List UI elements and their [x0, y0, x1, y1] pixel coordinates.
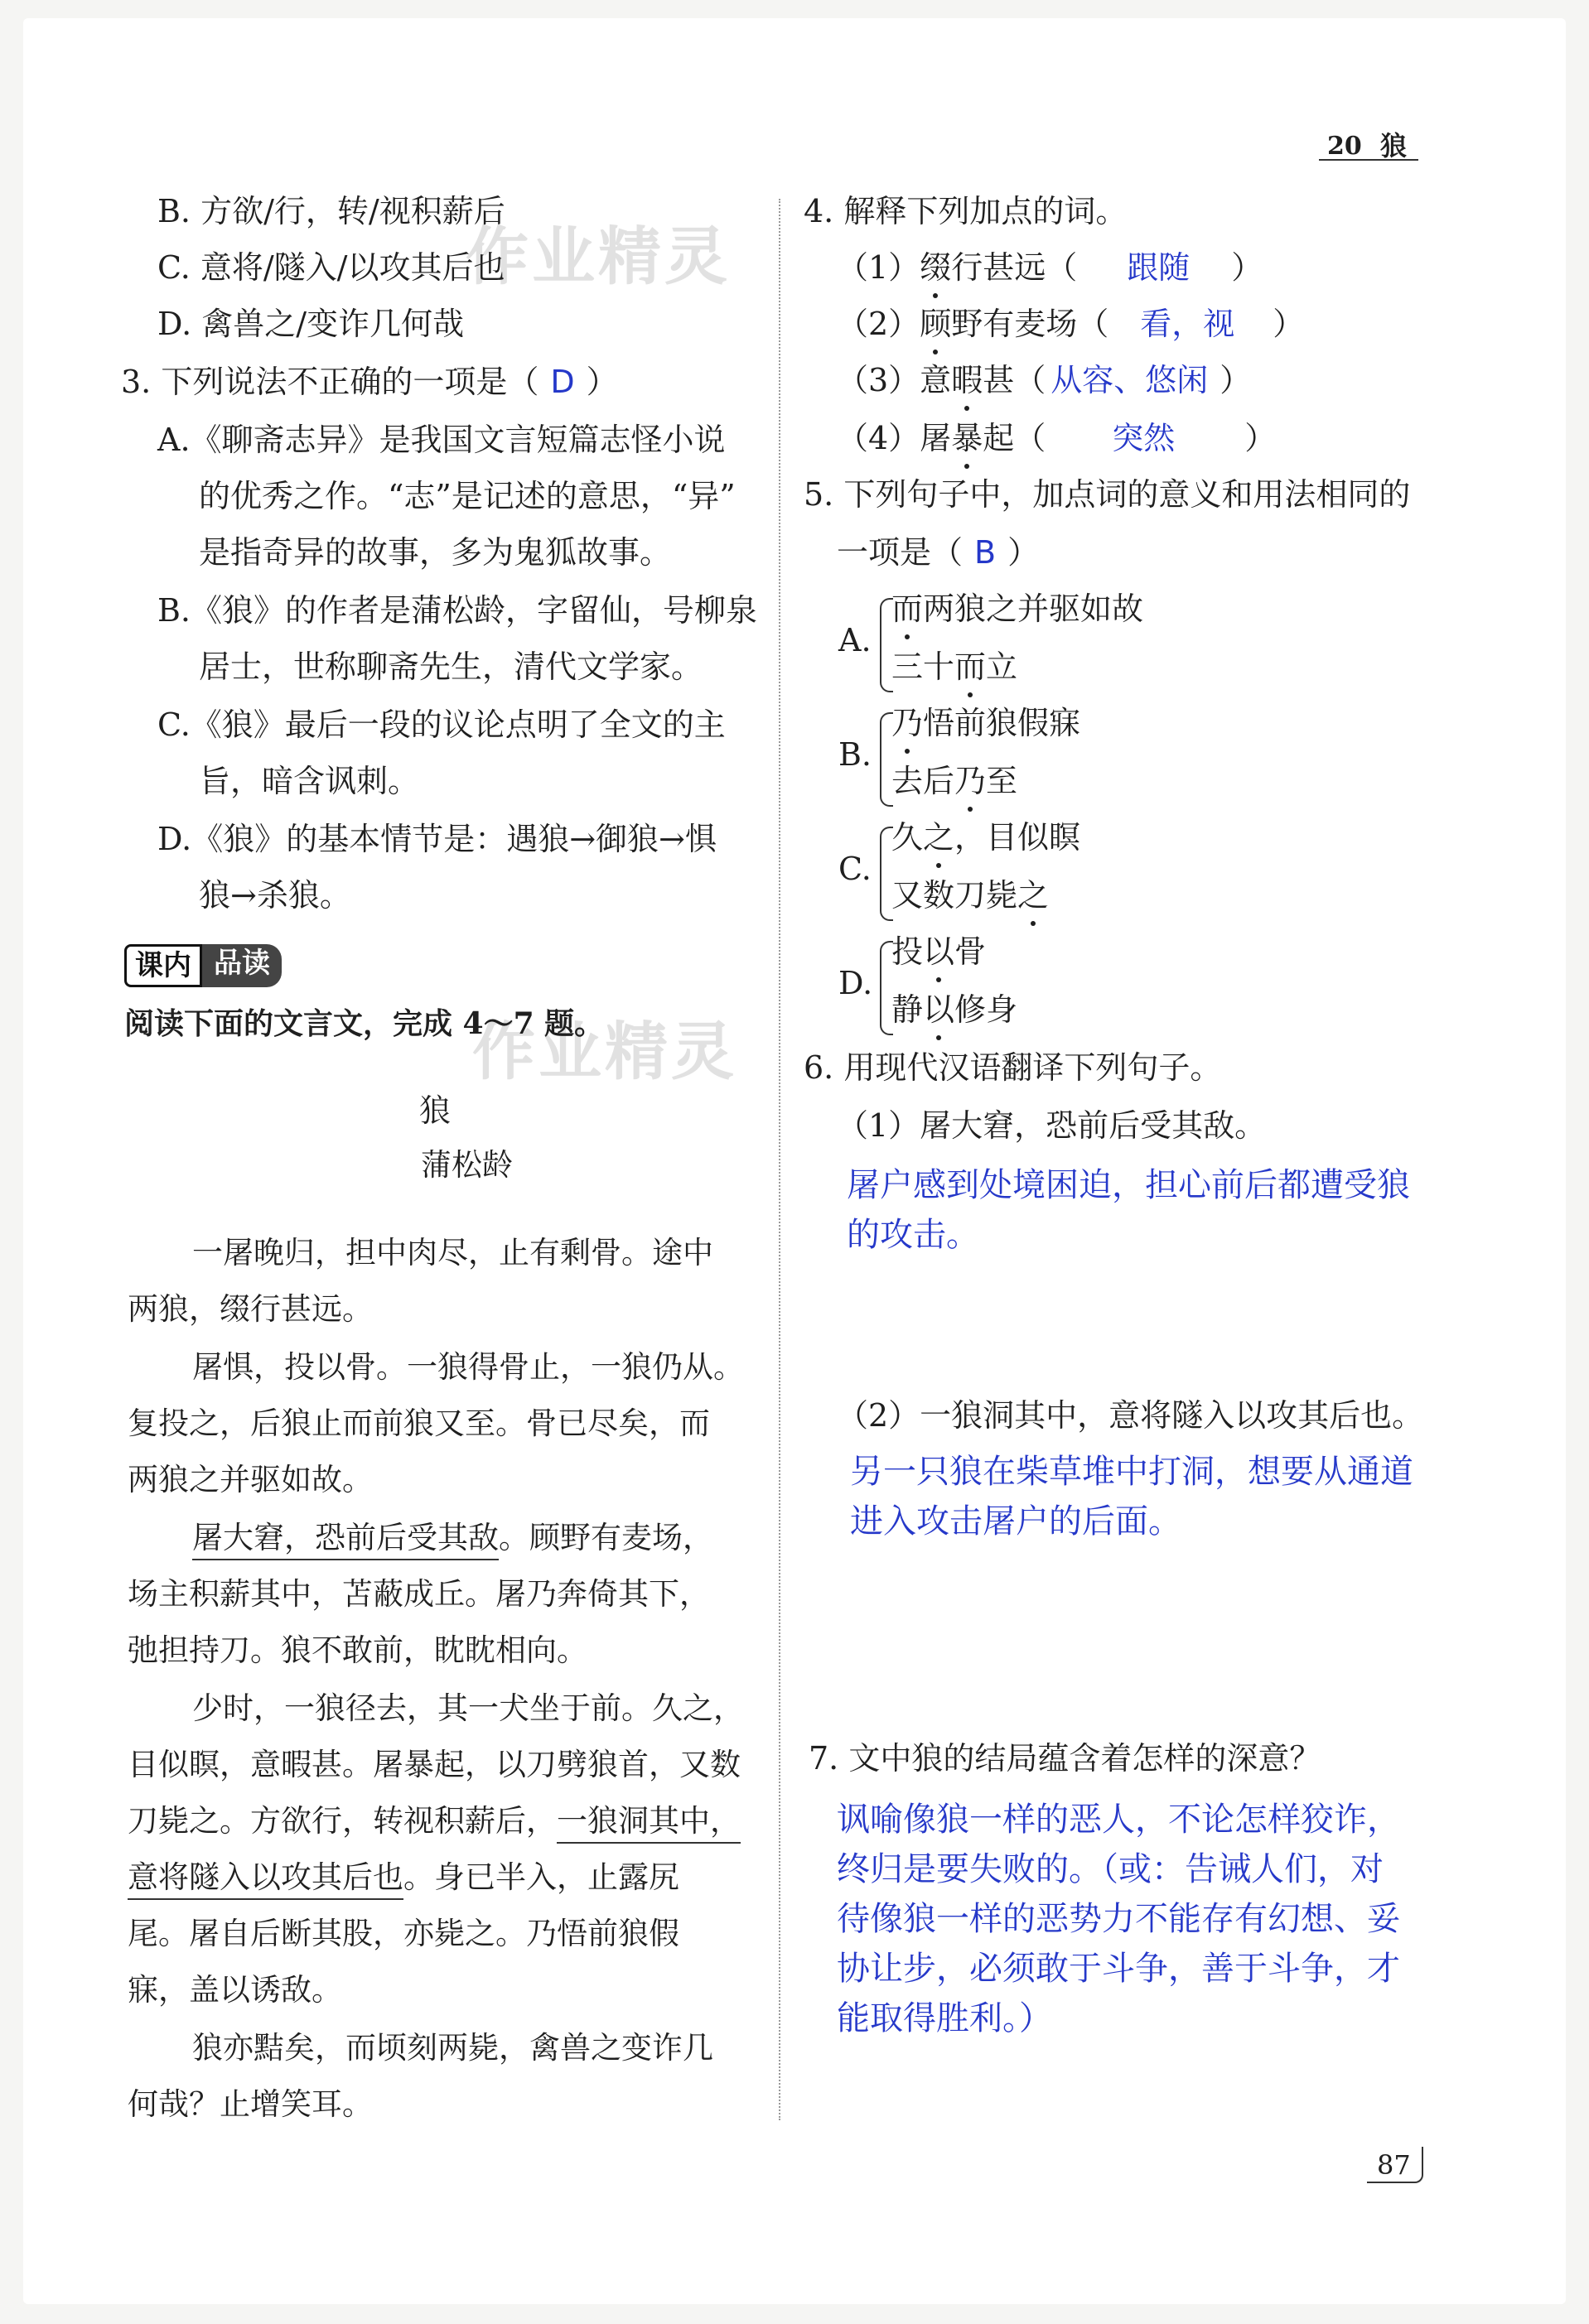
q4-item-3-num: （3）意	[837, 362, 952, 398]
lesson-title: 狼	[1380, 130, 1408, 162]
passage-p4-line1: 少时，一狼径去，其一犬坐于前。久之，	[192, 1690, 744, 1726]
q3-option-d-line2: 狼→杀狼。	[199, 877, 351, 914]
q4-item-1-end: ）	[1231, 249, 1263, 286]
dotted-word: 乃	[954, 762, 986, 802]
section-tag-right: 品读	[202, 944, 282, 987]
q3-option-a-line3: 是指奇异的故事，多为鬼狐故事。	[199, 534, 672, 571]
q3-option-c-line2: 旨，暗含讽刺。	[199, 763, 420, 799]
q4-item-4	[837, 419, 1276, 459]
q3-option-a-line2: 的优秀之作。“志”是记述的意思，“异”	[199, 478, 736, 514]
q5-a2-rest: 立	[986, 649, 1018, 685]
q6-answer-2-line1: 另一只狼在柴草堆中打洞，想要从通道	[850, 1453, 1413, 1491]
page-number: 87	[1377, 2149, 1411, 2181]
passage-p2-line1: 屠惧，投以骨。一狼得骨止，一狼仍从。	[192, 1349, 744, 1385]
q4-item-3	[837, 361, 1251, 401]
q4-item-2-end: ）	[1273, 306, 1305, 342]
q2-option-c: C. 意将/隧入/以攻其后也	[157, 249, 505, 286]
q6-sentence-2: （2）一狼洞其中，意将隧入以攻其后也。	[837, 1397, 1424, 1434]
q4-item-4-num: （4）屠	[837, 420, 952, 456]
q5-stem-line2	[837, 533, 1039, 573]
dotted-word: 以	[923, 933, 954, 972]
q6-stem: 6. 用现代汉语翻译下列句子。	[804, 1049, 1222, 1086]
q5-stem-line1: 5. 下列句子中，加点词的意义和用法相同的	[804, 476, 1411, 513]
q5-d2-pre: 静	[891, 991, 924, 1028]
passage-p1-line1: 一屠晚归，担中肉尽，止有剩骨。途中	[192, 1235, 713, 1270]
q3-answer: D	[550, 364, 575, 400]
passage-p5-line2: 何哉？止增笑耳。	[128, 2086, 373, 2122]
watermark: 作业精灵	[472, 1015, 737, 1088]
q3-stem-end: ）	[586, 364, 618, 400]
q5-option-b-line1	[891, 704, 1080, 744]
q5-d2-rest: 修身	[954, 991, 1018, 1028]
passage-p4-line3-pre: 刀毙之。方欲行，转视积薪后，	[128, 1803, 557, 1839]
q7-stem: 7. 文中狼的结局蕴含着怎样的深意？	[809, 1740, 1321, 1777]
q5-option-b-line2	[891, 762, 1017, 802]
q5-stem-text: 一项是（	[837, 534, 964, 571]
q4-item-3-end: ）	[1220, 362, 1252, 398]
passage-p3-line2: 场主积薪其中，苫蔽成丘。屠乃奔倚其下，	[128, 1576, 710, 1612]
q3-option-c-line1: C.《狼》最后一段的议论点明了全文的主	[157, 706, 726, 743]
q5-c2-pre: 又数刀毙	[891, 877, 1018, 914]
passage-p4-line6: 寐，盖以诱敌。	[128, 1972, 342, 2008]
passage-p4-line5: 尾。屠自后断其股，亦毙之。乃悟前狼假	[128, 1916, 679, 1951]
passage-p3-line3: 弛担持刀。狼不敢前，眈眈相向。	[128, 1632, 587, 1668]
q5-option-a-label: A.	[838, 622, 872, 658]
q5-option-c-line2	[891, 876, 1049, 916]
passage-p3-line1	[192, 1519, 713, 1557]
passage-p3-line1-rest: 。顾野有麦场，	[499, 1520, 713, 1555]
passage-p1-line2: 两狼，缀行甚远。	[128, 1291, 373, 1327]
passage-p4-line4	[128, 1859, 679, 1897]
dotted-word: 之	[1017, 876, 1049, 916]
q3-stem-text: 3. 下列说法不正确的一项是（	[121, 364, 539, 400]
q5-b2-pre: 去后	[891, 763, 955, 799]
q5-option-a-line2	[891, 648, 1017, 687]
dotted-word: 而	[891, 590, 923, 629]
q6-answer-1-line2: 的攻击。	[847, 1216, 979, 1254]
q4-item-2-num: （2）	[837, 306, 920, 342]
section-tag-left: 课内	[124, 944, 202, 987]
q5-answer: B	[974, 534, 997, 571]
q4-stem: 4. 解释下列加点的词。	[804, 193, 1128, 229]
q3-option-b-line1: B.《狼》的作者是蒲松龄，字留仙，号柳泉	[157, 592, 758, 629]
q6-answer-1-line1: 屠户感到处境困迫，担心前后都遭受狼	[847, 1166, 1410, 1204]
passage-title: 狼	[419, 1092, 452, 1129]
q5-c1-rest: ，目似瞑	[954, 819, 1081, 856]
q5-d1-pre: 投	[891, 933, 924, 970]
dotted-word: 以	[923, 991, 954, 1030]
dotted-word: 暴	[951, 419, 983, 459]
q5-b1-rest: 悟前狼假寐	[923, 705, 1081, 741]
q5-option-b-label: B.	[838, 736, 872, 773]
dotted-word: 暇	[951, 361, 983, 401]
q4-item-3-text: 甚（	[983, 362, 1046, 398]
q3-option-d-line1: D.《狼》的基本情节是：遇狼→御狼→惧	[157, 821, 717, 857]
q5-d1-rest: 骨	[954, 933, 987, 970]
underlined-sentence-2b: 意将隧入以攻其后也	[128, 1859, 403, 1900]
dotted-word: 而	[954, 648, 986, 687]
q4-item-4-end: ）	[1244, 420, 1277, 456]
q4-item-3-answer: 从容、悠闲	[1050, 362, 1209, 398]
q3-option-b-line2: 居士，世称聊斋先生，清代文学家。	[199, 649, 703, 685]
q4-item-2-answer: 看，视	[1140, 306, 1235, 342]
q5-option-d-line1	[891, 933, 986, 972]
header-rule	[1319, 159, 1418, 161]
q4-item-1-text: 行甚远（	[951, 249, 1078, 286]
passage-p2-line3: 两狼之并驱如故。	[128, 1462, 373, 1497]
q5-option-c-line1	[891, 818, 1080, 858]
q5-a1-rest: 两狼之并驱如故	[923, 591, 1144, 627]
q6-answer-2-line2: 进入攻击屠户的后面。	[850, 1502, 1181, 1540]
q4-item-4-text: 起（	[983, 420, 1046, 456]
dotted-word: 缀	[920, 248, 951, 288]
q5-option-c-label: C.	[838, 851, 872, 887]
q7-answer-line5: 能取得胜利。）	[837, 1999, 1052, 2037]
passage-p2-line2: 复投之，后狼止而前狼又至。骨已尽矣，而	[128, 1405, 710, 1441]
q5-stem-end: ）	[1007, 534, 1040, 571]
passage-p4-line4-rest: 。身已半入，止露尻	[403, 1859, 679, 1895]
passage-p4-line3	[128, 1802, 741, 1840]
lesson-number: 20	[1327, 132, 1362, 161]
q5-option-d-line2	[891, 991, 1017, 1030]
underlined-sentence-2a: 一狼洞其中，	[557, 1803, 741, 1844]
q2-option-b: B. 方欲/行，转/视积薪后	[157, 193, 505, 229]
reading-instruction: 阅读下面的文言文，完成 4～7 题。	[124, 1006, 605, 1041]
q7-answer-line1: 讽喻像狼一样的恶人，不论怎样狡诈，	[837, 1801, 1400, 1839]
dotted-word: 之	[923, 818, 954, 858]
section-tag	[124, 944, 282, 987]
q4-item-1-answer: 跟随	[1127, 249, 1191, 286]
dotted-word: 乃	[891, 704, 923, 744]
column-divider	[779, 199, 780, 2120]
passage-author: 蒲松龄	[421, 1147, 513, 1183]
dotted-word: 顾	[920, 305, 951, 345]
q4-item-4-answer: 突然	[1112, 420, 1176, 456]
q4-item-2	[837, 305, 1304, 345]
underlined-sentence-1: 屠大窘，恐前后受其敌	[192, 1520, 499, 1560]
q5-a2-pre: 三十	[891, 649, 955, 685]
q5-c1-pre: 久	[891, 819, 924, 856]
q3-stem	[121, 363, 618, 403]
q7-answer-line3: 待像狼一样的恶势力不能存有幻想、妥	[837, 1900, 1400, 1938]
q3-option-a-line1: A.《聊斋志异》是我国文言短篇志怪小说	[157, 422, 726, 458]
q5-option-a-line1	[891, 590, 1143, 629]
q4-item-1	[837, 248, 1263, 288]
passage-p4-line2: 目似瞑，意暇甚。屠暴起，以刀劈狼首，又数	[128, 1747, 741, 1782]
q5-b2-rest: 至	[986, 763, 1018, 799]
q6-sentence-1: （1）屠大窘，恐前后受其敌。	[837, 1107, 1267, 1144]
q7-answer-line2: 终归是要失败的。（或：告诫人们，对	[837, 1850, 1384, 1888]
q5-option-d-label: D.	[838, 965, 873, 1001]
q7-answer-line4: 协让步，必须敢于斗争，善于斗争，才	[837, 1950, 1400, 1988]
watermark: 作业精灵	[466, 219, 731, 293]
q2-option-d: D. 禽兽之/变诈几何哉	[157, 306, 465, 342]
q4-item-2-text: 野有麦场（	[951, 306, 1109, 342]
q4-item-1-num: （1）	[837, 249, 920, 286]
passage-p5-line1: 狼亦黠矣，而顷刻两毙，禽兽之变诈几	[192, 2030, 713, 2066]
